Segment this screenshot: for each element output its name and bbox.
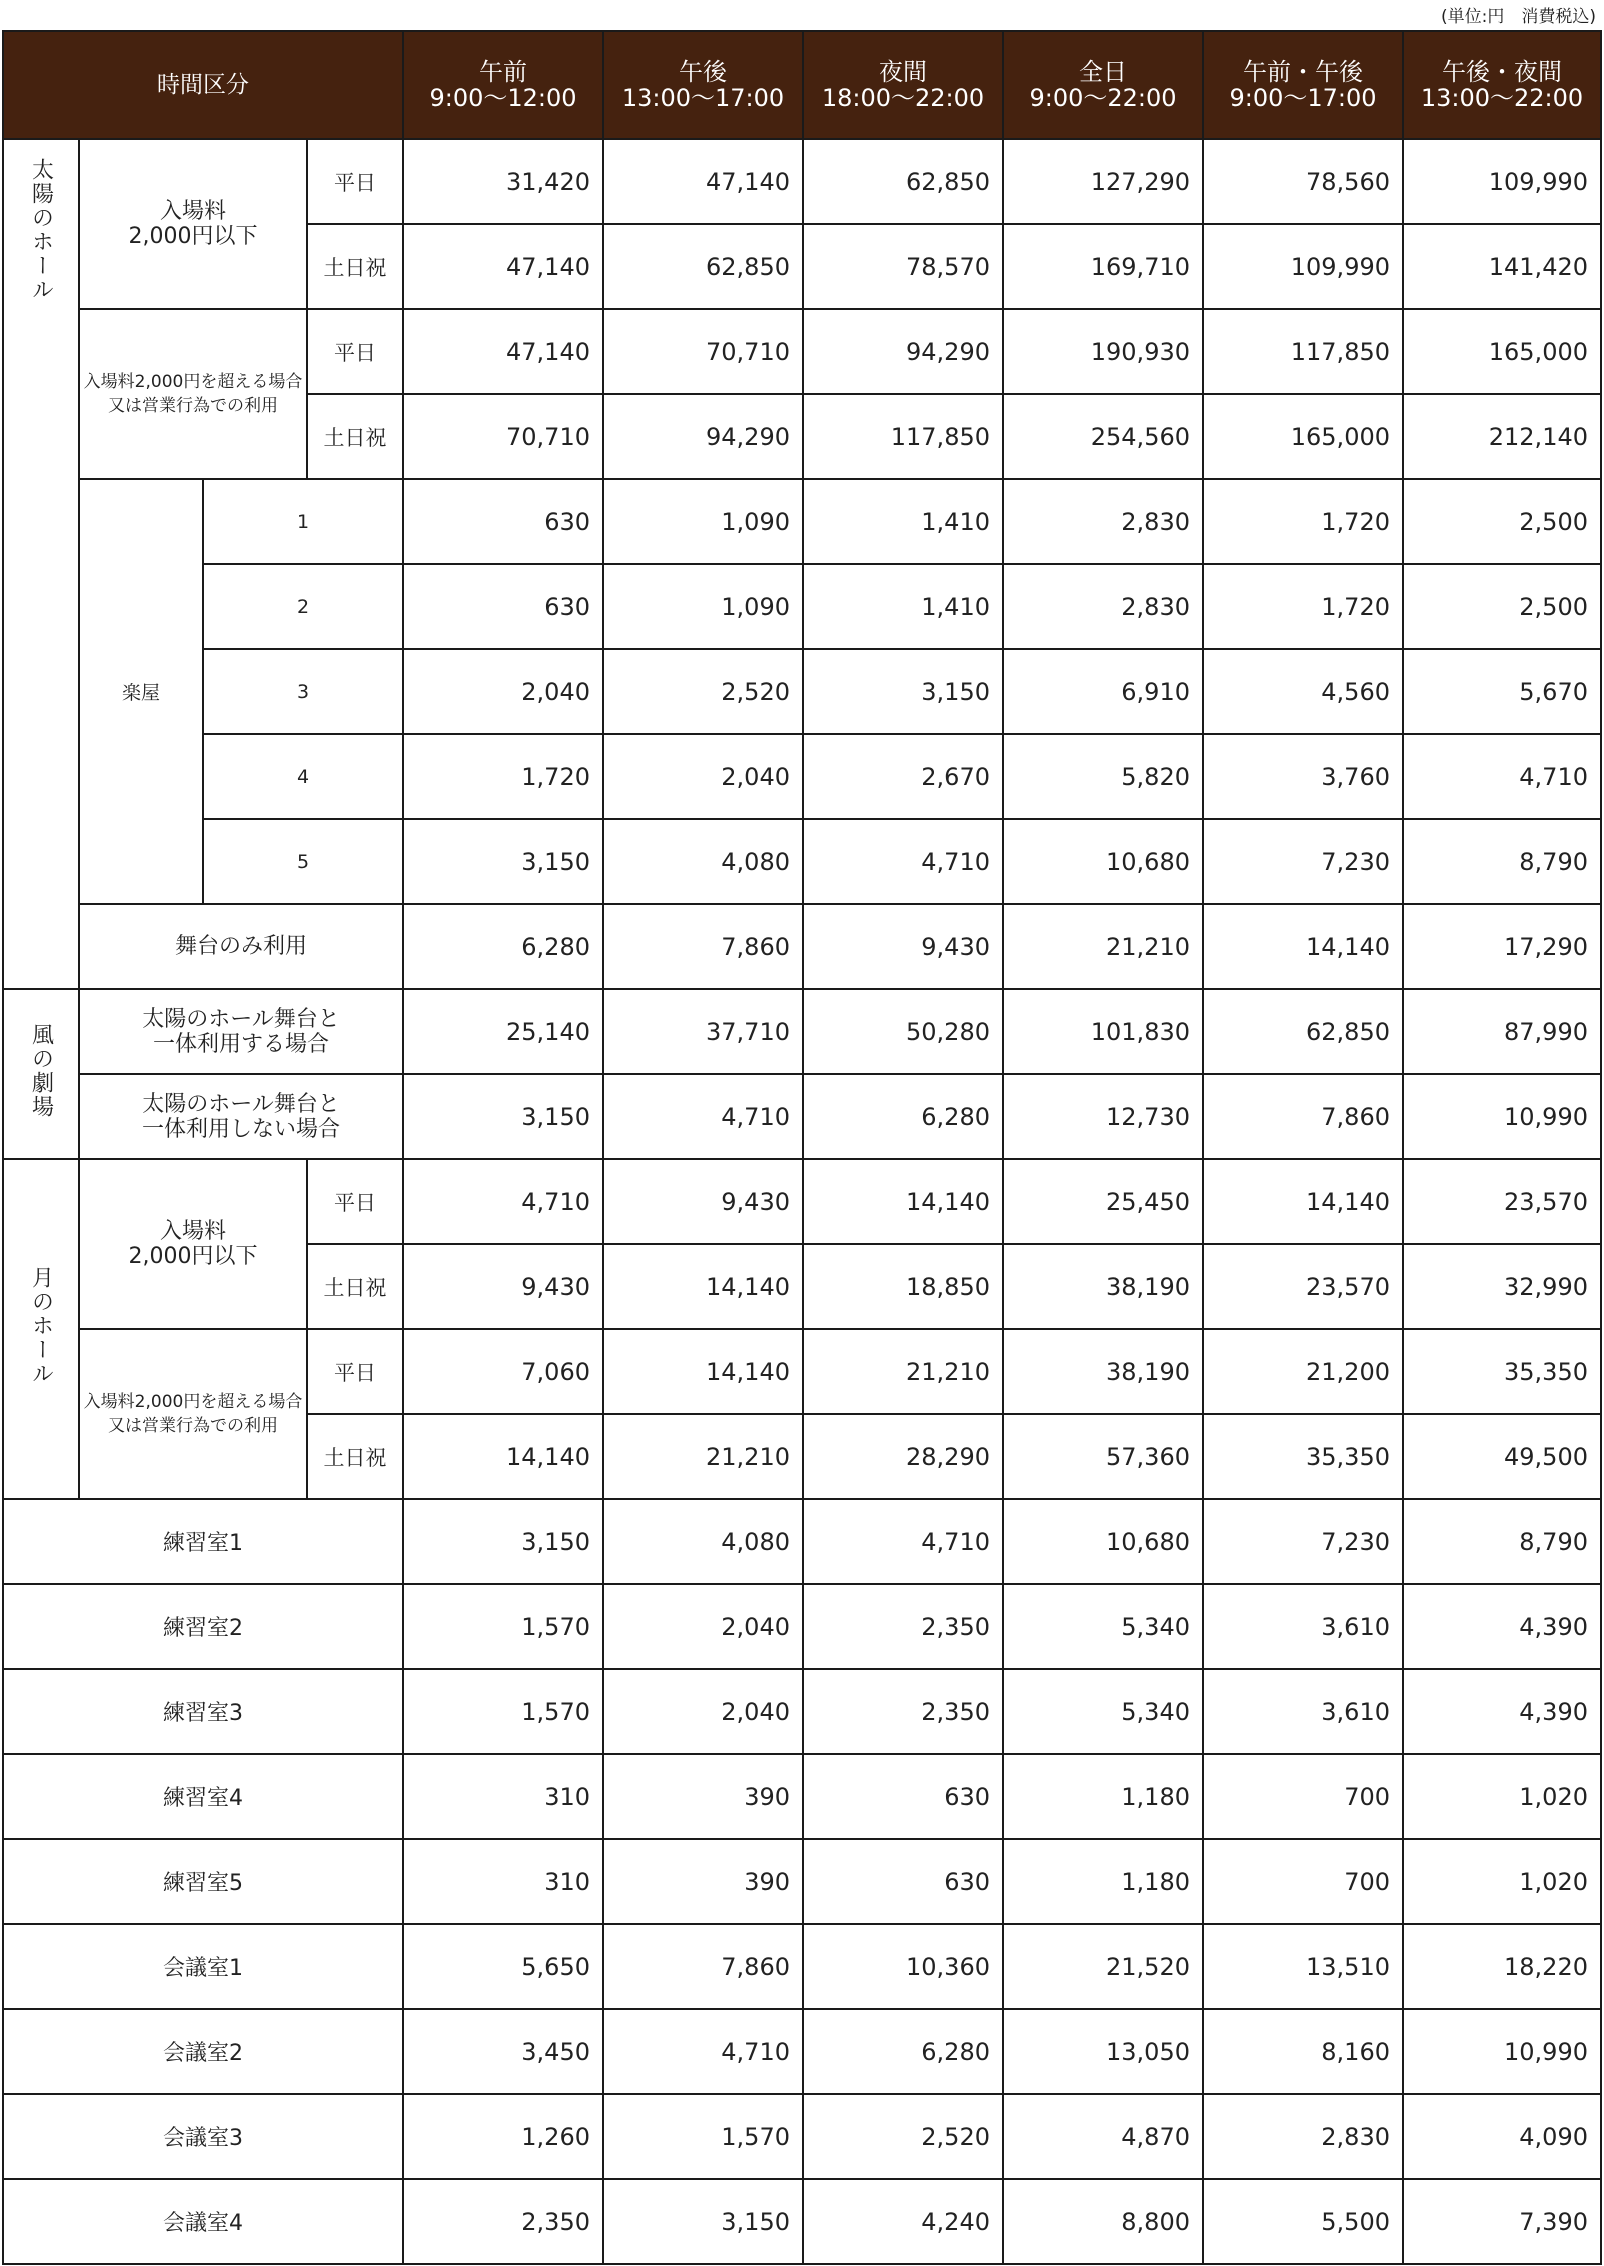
day-type-label: 土日祝 — [307, 1414, 403, 1499]
fee-cell: 4,390 — [1403, 1669, 1601, 1754]
unit-note: (単位:円 消費税込) — [1441, 7, 1596, 27]
fee-cell: 109,990 — [1403, 139, 1601, 224]
fee-cell: 17,290 — [1403, 904, 1601, 989]
col-header-name: 全日 — [1079, 58, 1127, 86]
fee-cell: 28,290 — [803, 1414, 1003, 1499]
fee-cell: 6,280 — [403, 904, 603, 989]
day-type-label: 平日 — [307, 309, 403, 394]
fee-cell: 3,610 — [1203, 1584, 1403, 1669]
fee-cell: 14,140 — [803, 1159, 1003, 1244]
fee-cell: 47,140 — [403, 309, 603, 394]
fee-cell: 6,910 — [1003, 649, 1203, 734]
fee-cell: 630 — [403, 564, 603, 649]
label-line: 一体利用しない場合 — [141, 1116, 340, 1142]
fee-cell: 5,670 — [1403, 649, 1601, 734]
fee-category-label — [79, 1159, 307, 1329]
fee-cell: 5,500 — [1203, 2179, 1403, 2264]
table-row — [3, 139, 1601, 224]
room-label: 練習室4 — [3, 1754, 403, 1839]
room-label: 練習室2 — [3, 1584, 403, 1669]
fee-cell: 8,790 — [1403, 1499, 1601, 1584]
fee-cell: 62,850 — [603, 224, 803, 309]
fee-cell: 5,820 — [1003, 734, 1203, 819]
fee-cell: 5,340 — [1003, 1584, 1203, 1669]
room-label: 練習室3 — [3, 1669, 403, 1754]
fee-cell: 2,520 — [603, 649, 803, 734]
fee-cell: 1,410 — [803, 564, 1003, 649]
dressing-room-label: 楽屋 — [79, 479, 203, 904]
fee-cell: 2,830 — [1203, 2094, 1403, 2179]
fee-cell: 3,610 — [1203, 1669, 1403, 1754]
fee-cell: 4,240 — [803, 2179, 1003, 2264]
fee-cell: 6,280 — [803, 2009, 1003, 2094]
fee-cell: 1,720 — [1203, 479, 1403, 564]
fee-cell: 3,150 — [603, 2179, 803, 2264]
fee-cell: 127,290 — [1003, 139, 1203, 224]
label-line: 太陽のホール舞台と — [142, 1006, 340, 1032]
day-type-label: 土日祝 — [307, 394, 403, 479]
fee-cell: 10,990 — [1403, 2009, 1601, 2094]
fee-cell: 7,230 — [1203, 819, 1403, 904]
label-line: 2,000円以下 — [128, 224, 258, 249]
fee-cell: 141,420 — [1403, 224, 1601, 309]
label-line: 入場料2,000円を超える場合 — [83, 372, 303, 392]
fee-cell: 21,200 — [1203, 1329, 1403, 1414]
table-row — [3, 2179, 1601, 2264]
table-row — [3, 1074, 1601, 1159]
fee-cell: 2,500 — [1403, 479, 1601, 564]
fee-cell: 3,150 — [403, 1499, 603, 1584]
fee-cell: 35,350 — [1203, 1414, 1403, 1499]
day-type-label: 土日祝 — [307, 1244, 403, 1329]
fee-cell: 70,710 — [603, 309, 803, 394]
fee-cell: 4,080 — [603, 1499, 803, 1584]
fee-cell: 3,150 — [403, 819, 603, 904]
fee-cell: 21,210 — [603, 1414, 803, 1499]
fee-cell: 31,420 — [403, 139, 603, 224]
label-line: 太陽のホール舞台と — [142, 1091, 340, 1117]
fee-cell: 13,510 — [1203, 1924, 1403, 2009]
fee-cell: 25,140 — [403, 989, 603, 1074]
col-header-name: 午後 — [679, 58, 727, 86]
fee-cell: 8,160 — [1203, 2009, 1403, 2094]
table-row — [3, 564, 1601, 649]
table-row — [3, 819, 1601, 904]
fee-cell: 50,280 — [803, 989, 1003, 1074]
fee-cell: 7,230 — [1203, 1499, 1403, 1584]
fee-cell: 2,040 — [603, 1669, 803, 1754]
fee-cell: 38,190 — [1003, 1329, 1203, 1414]
day-type-label: 土日祝 — [307, 224, 403, 309]
dressing-room-no: 1 — [203, 479, 403, 564]
fee-cell: 117,850 — [803, 394, 1003, 479]
fee-cell: 165,000 — [1203, 394, 1403, 479]
fee-cell: 5,340 — [1003, 1669, 1203, 1754]
fee-cell: 70,710 — [403, 394, 603, 479]
table-row — [3, 1754, 1601, 1839]
fee-cell: 117,850 — [1203, 309, 1403, 394]
fee-cell: 2,040 — [403, 649, 603, 734]
fee-cell: 7,390 — [1403, 2179, 1601, 2264]
table-row — [3, 649, 1601, 734]
fee-cell: 1,180 — [1003, 1839, 1203, 1924]
fee-cell: 630 — [403, 479, 603, 564]
fee-cell: 1,090 — [603, 564, 803, 649]
dressing-room-no: 5 — [203, 819, 403, 904]
col-header-time: 13:00～22:00 — [1420, 84, 1584, 112]
day-type-label: 平日 — [307, 1159, 403, 1244]
col-header-2 — [603, 31, 803, 139]
table-row — [3, 479, 1601, 564]
fee-category-label — [79, 989, 403, 1074]
room-label: 会議室3 — [3, 2094, 403, 2179]
fee-cell: 49,500 — [1403, 1414, 1601, 1499]
fee-cell: 9,430 — [603, 1159, 803, 1244]
fee-cell: 1,180 — [1003, 1754, 1203, 1839]
fee-cell: 8,790 — [1403, 819, 1601, 904]
fee-cell: 14,140 — [1203, 1159, 1403, 1244]
dressing-room-no: 2 — [203, 564, 403, 649]
fee-cell: 7,860 — [603, 904, 803, 989]
label-line: 入場料 — [159, 199, 226, 224]
label-line: 又は営業行為での利用 — [108, 1416, 278, 1436]
col-header-name: 午前 — [479, 58, 527, 86]
room-label: 会議室1 — [3, 1924, 403, 2009]
venue-label-kaze — [3, 989, 79, 1159]
col-header-name: 午後・夜間 — [1442, 58, 1562, 86]
fee-cell: 310 — [403, 1754, 603, 1839]
table-row — [3, 1159, 1601, 1244]
fee-cell: 2,040 — [603, 734, 803, 819]
fee-cell: 12,730 — [1003, 1074, 1203, 1159]
fee-cell: 14,140 — [603, 1244, 803, 1329]
fee-category-label — [79, 309, 307, 479]
fee-cell: 13,050 — [1003, 2009, 1203, 2094]
col-header-name: 夜間 — [879, 58, 927, 86]
fee-cell: 9,430 — [803, 904, 1003, 989]
fee-cell: 35,350 — [1403, 1329, 1601, 1414]
fee-cell: 94,290 — [803, 309, 1003, 394]
fee-cell: 4,710 — [1403, 734, 1601, 819]
fee-cell: 1,410 — [803, 479, 1003, 564]
venue-label-taiyo — [3, 139, 79, 989]
dressing-room-no: 4 — [203, 734, 403, 819]
col-header-1 — [403, 31, 603, 139]
fee-cell: 4,710 — [803, 1499, 1003, 1584]
fee-cell: 1,720 — [403, 734, 603, 819]
table-row — [3, 2094, 1601, 2179]
fee-cell: 47,140 — [403, 224, 603, 309]
label-line: 一体利用する場合 — [152, 1031, 329, 1057]
fee-cell: 7,860 — [1203, 1074, 1403, 1159]
fee-cell: 3,450 — [403, 2009, 603, 2094]
table-row — [3, 734, 1601, 819]
col-header-time: 13:00～17:00 — [621, 84, 785, 112]
fee-cell: 5,650 — [403, 1924, 603, 2009]
fee-cell: 1,090 — [603, 479, 803, 564]
fee-category-label — [79, 1074, 403, 1159]
fee-cell: 3,150 — [803, 649, 1003, 734]
fee-cell: 4,390 — [1403, 1584, 1601, 1669]
fee-cell: 78,560 — [1203, 139, 1403, 224]
fee-cell: 2,040 — [603, 1584, 803, 1669]
fee-cell: 2,670 — [803, 734, 1003, 819]
col-header-3 — [803, 31, 1003, 139]
fee-cell: 21,520 — [1003, 1924, 1203, 2009]
fee-category-label — [79, 139, 307, 309]
fee-cell: 390 — [603, 1754, 803, 1839]
fee-cell: 4,710 — [603, 2009, 803, 2094]
fee-cell: 700 — [1203, 1839, 1403, 1924]
dressing-room-no: 3 — [203, 649, 403, 734]
fee-cell: 78,570 — [803, 224, 1003, 309]
fee-cell: 4,090 — [1403, 2094, 1601, 2179]
fee-cell: 165,000 — [1403, 309, 1601, 394]
col-header-time: 9:00～22:00 — [1029, 84, 1177, 112]
label-line: 入場料 — [159, 1219, 226, 1244]
fee-cell: 1,570 — [603, 2094, 803, 2179]
fee-cell: 1,020 — [1403, 1839, 1601, 1924]
venue-label-tsuki — [3, 1159, 79, 1499]
fee-cell: 1,260 — [403, 2094, 603, 2179]
col-header-time: 18:00～22:00 — [821, 84, 985, 112]
venue-name: 風の劇場 — [28, 1023, 54, 1119]
fee-cell: 38,190 — [1003, 1244, 1203, 1329]
fee-cell: 8,800 — [1003, 2179, 1203, 2264]
col-header-6 — [1403, 31, 1601, 139]
table-row — [3, 1329, 1601, 1414]
fee-cell: 23,570 — [1403, 1159, 1601, 1244]
fee-cell: 2,520 — [803, 2094, 1003, 2179]
fee-cell: 1,570 — [403, 1584, 603, 1669]
col-header-time: 9:00～17:00 — [1229, 84, 1377, 112]
table-row — [3, 1584, 1601, 1669]
table-row — [3, 989, 1601, 1074]
fee-cell: 47,140 — [603, 139, 803, 224]
fee-cell: 4,710 — [803, 819, 1003, 904]
fee-cell: 1,570 — [403, 1669, 603, 1754]
fee-cell: 18,220 — [1403, 1924, 1601, 2009]
fee-cell: 23,570 — [1203, 1244, 1403, 1329]
header-row — [3, 31, 1601, 139]
fee-cell: 630 — [803, 1839, 1003, 1924]
col-header-4 — [1003, 31, 1203, 139]
fee-cell: 18,850 — [803, 1244, 1003, 1329]
day-type-label: 平日 — [307, 1329, 403, 1414]
table-row — [3, 1669, 1601, 1754]
room-label: 練習室1 — [3, 1499, 403, 1584]
fee-cell: 2,350 — [803, 1584, 1003, 1669]
time-category-header: 時間区分 — [3, 31, 403, 139]
fee-cell: 87,990 — [1403, 989, 1601, 1074]
fee-cell: 3,760 — [1203, 734, 1403, 819]
fee-cell: 9,430 — [403, 1244, 603, 1329]
fee-cell: 37,710 — [603, 989, 803, 1074]
fee-cell: 62,850 — [803, 139, 1003, 224]
fee-cell: 10,680 — [1003, 1499, 1203, 1584]
stage-only-label: 舞台のみ利用 — [79, 904, 403, 989]
fee-cell: 21,210 — [1003, 904, 1203, 989]
fee-cell: 4,080 — [603, 819, 803, 904]
fee-cell: 10,680 — [1003, 819, 1203, 904]
fee-cell: 21,210 — [803, 1329, 1003, 1414]
label-line: 又は営業行為での利用 — [108, 396, 278, 416]
fee-cell: 2,350 — [803, 1669, 1003, 1754]
fee-cell: 14,140 — [603, 1329, 803, 1414]
table-row — [3, 1839, 1601, 1924]
fee-cell: 254,560 — [1003, 394, 1203, 479]
room-label: 会議室4 — [3, 2179, 403, 2264]
fee-cell: 2,500 — [1403, 564, 1601, 649]
fee-cell: 109,990 — [1203, 224, 1403, 309]
fee-cell: 14,140 — [403, 1414, 603, 1499]
fee-cell: 4,870 — [1003, 2094, 1203, 2179]
venue-name: 太陽のホール — [28, 158, 54, 302]
fee-cell: 390 — [603, 1839, 803, 1924]
label-line: 入場料2,000円を超える場合 — [83, 1392, 303, 1412]
table-row — [3, 309, 1601, 394]
fee-cell: 630 — [803, 1754, 1003, 1839]
fee-cell: 14,140 — [1203, 904, 1403, 989]
col-header-name: 午前・午後 — [1243, 58, 1363, 86]
fee-cell: 7,860 — [603, 1924, 803, 2009]
fee-cell: 4,560 — [1203, 649, 1403, 734]
col-header-time: 9:00～12:00 — [429, 84, 577, 112]
fee-cell: 62,850 — [1203, 989, 1403, 1074]
fee-cell: 212,140 — [1403, 394, 1601, 479]
fee-table — [2, 30, 1602, 2265]
fee-cell: 190,930 — [1003, 309, 1203, 394]
fee-cell: 700 — [1203, 1754, 1403, 1839]
table-row — [3, 1499, 1601, 1584]
table-row — [3, 2009, 1601, 2094]
fee-cell: 32,990 — [1403, 1244, 1601, 1329]
venue-name: 月のホール — [28, 1266, 54, 1386]
table-row — [3, 1924, 1601, 2009]
fee-cell: 7,060 — [403, 1329, 603, 1414]
fee-cell: 4,710 — [603, 1074, 803, 1159]
fee-cell: 2,830 — [1003, 479, 1203, 564]
fee-cell: 94,290 — [603, 394, 803, 479]
fee-cell: 3,150 — [403, 1074, 603, 1159]
fee-cell: 169,710 — [1003, 224, 1203, 309]
day-type-label: 平日 — [307, 139, 403, 224]
fee-cell: 2,350 — [403, 2179, 603, 2264]
fee-cell: 1,720 — [1203, 564, 1403, 649]
fee-cell: 101,830 — [1003, 989, 1203, 1074]
fee-cell: 10,360 — [803, 1924, 1003, 2009]
fee-cell: 10,990 — [1403, 1074, 1601, 1159]
fee-cell: 25,450 — [1003, 1159, 1203, 1244]
col-header-5 — [1203, 31, 1403, 139]
fee-category-label — [79, 1329, 307, 1499]
fee-cell: 57,360 — [1003, 1414, 1203, 1499]
room-label: 練習室5 — [3, 1839, 403, 1924]
fee-cell: 4,710 — [403, 1159, 603, 1244]
label-line: 2,000円以下 — [128, 1244, 258, 1269]
room-label: 会議室2 — [3, 2009, 403, 2094]
fee-cell: 310 — [403, 1839, 603, 1924]
fee-cell: 1,020 — [1403, 1754, 1601, 1839]
fee-cell: 6,280 — [803, 1074, 1003, 1159]
table-row — [3, 904, 1601, 989]
fee-cell: 2,830 — [1003, 564, 1203, 649]
